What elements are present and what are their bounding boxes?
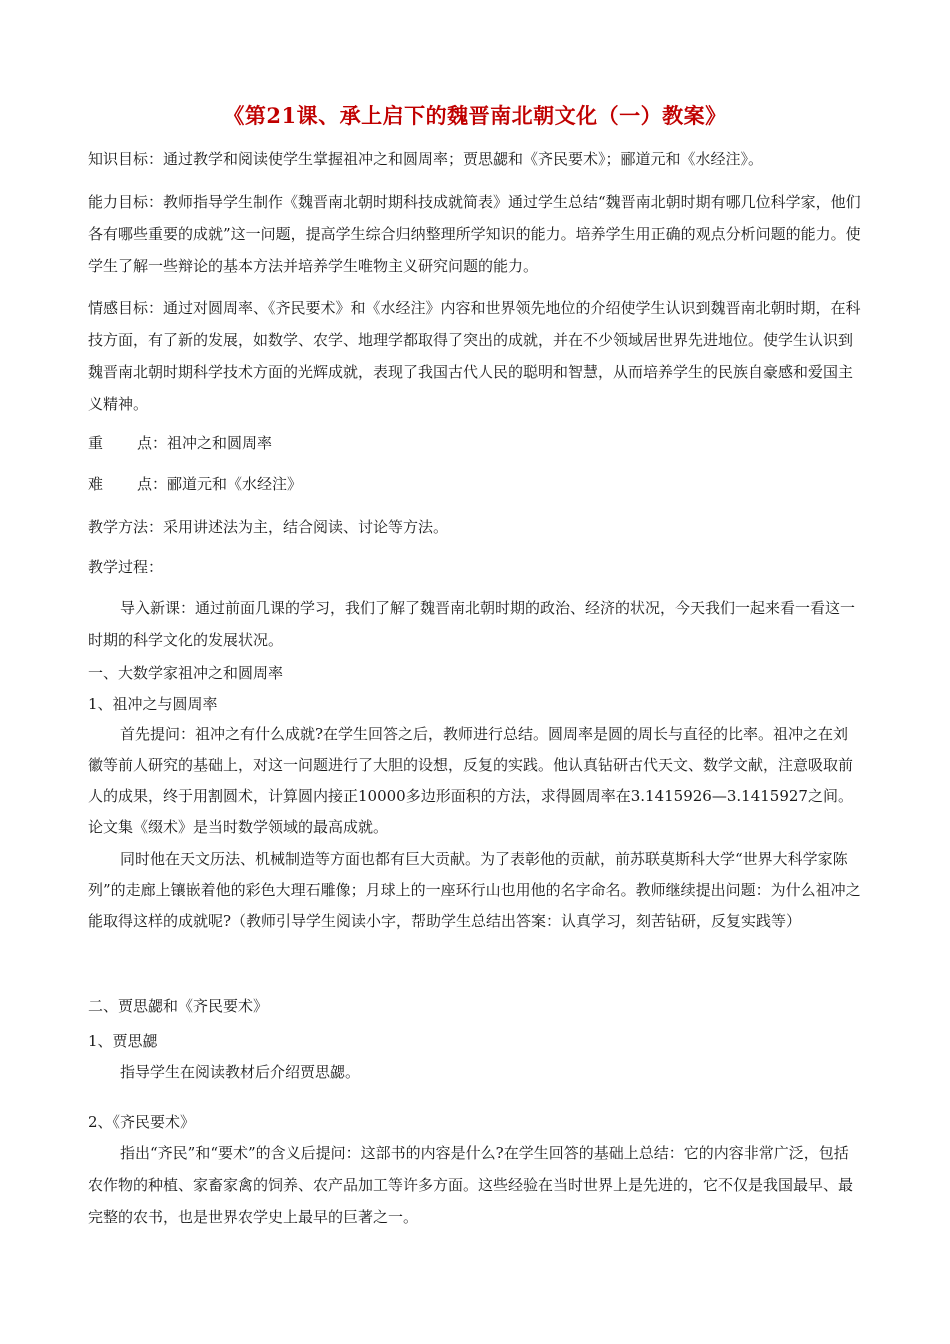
section2-sub1: 1、贾思勰 <box>88 1032 158 1050</box>
difficult-point-label-b: 点： <box>137 475 168 493</box>
key-point-text: 祖冲之和圆周率 <box>167 434 273 452</box>
key-point-label-a: 重 <box>88 434 104 452</box>
section1-para2: 同时他在天文历法、机械制造等方面也都有巨大贡献。为了表彰他的贡献，前苏联莫斯科大学“世界大科学家陈列”的走廊上镶嵌着他的彩色大理石雕像；月球上的一座环行山也用他的名字命名。教师继续提出问题：为什么祖冲之能取得这样的成就呢?（教师引导学生阅读小字，帮助学生总结出答案：认真学习，刻苦钻研，反复实践等） <box>88 850 861 930</box>
difficult-point-text: 郦道元和《水经注》 <box>167 475 303 493</box>
section2-heading: 二、贾思勰和《齐民要术》 <box>88 997 269 1015</box>
section1-sub1: 1、祖冲之与圆周率 <box>88 695 218 713</box>
emotion-goal: 情感目标：通过对圆周率、《齐民要术》和《水经注》内容和世界领先地位的介绍使学生认识到魏晋南北朝时期，在科技方面，有了新的发展，如数学、农学、地理学都取得了突出的成就，并在不少领域居世界先进地位。使学生认识到魏晋南北朝时期科学技术方面的光辉成就，表现了我国古代人民的聪明和智慧，从而培养学生的民族自豪感和爱国主义精神。 <box>88 299 861 413</box>
section2-para1: 指导学生在阅读教材后介绍贾思勰。 <box>120 1063 361 1081</box>
key-point-label-b: 点： <box>137 434 168 452</box>
section2-para2: 指出“齐民”和“要术”的含义后提问：这部书的内容是什么?在学生回答的基础上总结：它的内容非常广泛，包括农作物的种植、家畜家禽的饲养、农产品加工等许多方面。这些经验在当时世界上是先进的，它不仅是我国最早、最完整的农书，也是世界农学史上最早的巨著之一。 <box>88 1144 854 1226</box>
ability-goal: 能力目标：教师指导学生制作《魏晋南北朝时期科技成就简表》通过学生总结“魏晋南北朝时期有哪几位科学家，他们各有哪些重要的成就”这一问题，提高学生综合归纳整理所学知识的能力。培养学生用正确的观点分析问题的能力。使学生了解一些辩论的基本方法并培养学生唯物主义研究问题的能力。 <box>88 193 861 275</box>
process-heading: 教学过程： <box>88 558 164 576</box>
section1-heading: 一、大数学家祖冲之和圆周率 <box>88 664 284 682</box>
key-point <box>88 427 862 459</box>
teaching-method: 教学方法：采用讲述法为主，结合阅读、讨论等方法。 <box>88 518 449 536</box>
knowledge-goal: 知识目标：通过教学和阅读使学生掌握祖冲之和圆周率；贾思勰和《齐民要术》；郦道元和《水经注》。 <box>88 150 764 168</box>
section2-sub2: 2、《齐民要术》 <box>88 1113 196 1131</box>
difficult-point-label-a: 难 <box>88 475 104 493</box>
page-title: 《第21课、承上启下的魏晋南北朝文化（一）教案》 <box>223 103 727 128</box>
intro-paragraph: 导入新课：通过前面几课的学习，我们了解了魏晋南北朝时期的政治、经济的状况，今天我们一起来看一看这一时期的科学文化的发展状况。 <box>88 599 856 649</box>
section1-para1: 首先提问：祖冲之有什么成就?在学生回答之后，教师进行总结。圆周率是圆的周长与直径的比率。祖冲之在刘徽等前人研究的基础上，对这一问题进行了大胆的设想，反复的实践。他认真钻研古代天文、数学文献，注意吸取前人的成果，终于用割圆术，计算圆内接正10000多边形面积的方法，求得圆周率在3.1415926—3.1415927之间。论文集《缀术》是当时数学领域的最高成就。 <box>88 725 854 836</box>
difficult-point <box>88 468 862 500</box>
